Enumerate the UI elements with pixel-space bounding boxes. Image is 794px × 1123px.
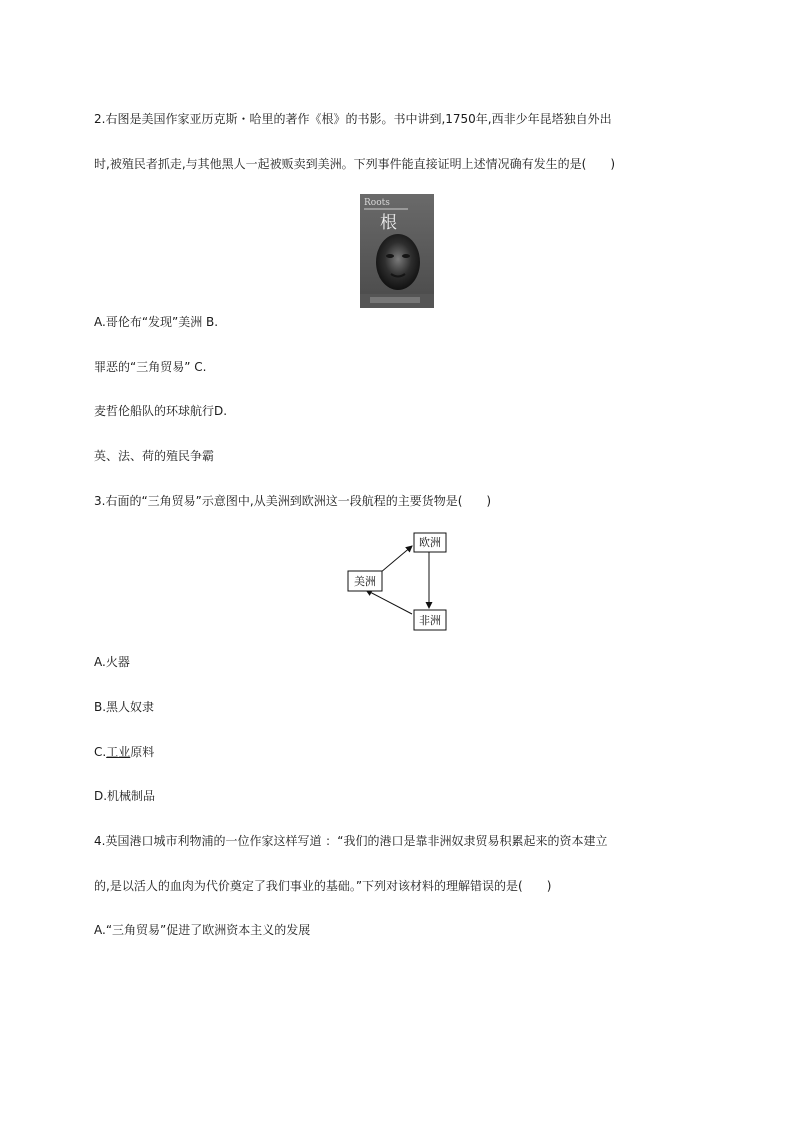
q3-option-c-prefix: C. [94,745,107,759]
q3-option-c-underlined: 工业 [106,745,131,759]
triangle-trade-diagram [344,530,452,632]
node-africa-label: 非洲 [419,614,441,627]
q2-stem-line1: 2.右图是美国作家亚历克斯・哈里的著作《根》的书影。书中讲到,1750年,西非少年昆塔独自外出 [94,112,612,126]
q4-option-a: A.“三角贸易”促进了欧洲资本主义的发展 [94,923,311,937]
node-america-label: 美洲 [354,575,376,588]
q2-option-d: 英、法、荷的殖民争霸 [94,449,215,463]
arrow-america-to-europe [380,546,412,573]
q2-option-b: 罪恶的“三角贸易” C. [94,360,207,374]
arrow-africa-to-america [366,590,412,614]
node-europe-label: 欧洲 [419,536,441,549]
q3-option-c-suffix: 原料 [130,745,155,759]
book-cover-image [360,194,434,308]
cover-english-title: Roots [364,198,390,208]
q3-option-c [94,744,154,760]
q2-option-c: 麦哲伦船队的环球航行D. [94,404,228,418]
q2-stem-line2: 时,被殖民者抓走,与其他黑人一起被贩卖到美洲。下列事件能直接证明上述情况确有发生的是( ) [94,157,615,171]
cover-chinese-title: 根 [380,213,397,233]
face-mask-illustration [376,234,420,290]
q2-option-a: A.哥伦布“发现”美洲 B. [94,315,219,329]
q4-stem-line1: 4.英国港口城市利物浦的一位作家这样写道 ：“我们的港口是靠非洲奴隶贸易积累起来的资本建立 [94,834,608,848]
q3-option-b: B.黑人奴隶 [94,700,155,714]
q3-option-d: D.机械制品 [94,789,156,803]
q4-stem-line2: 的,是以活人的血肉为代价奠定了我们事业的基础。”下列对该材料的理解错误的是( ) [94,879,552,893]
q3-option-a: A.火器 [94,655,130,669]
q3-stem: 3.右面的“三角贸易”示意图中,从美洲到欧洲这一段航程的主要货物是( ) [94,494,492,508]
